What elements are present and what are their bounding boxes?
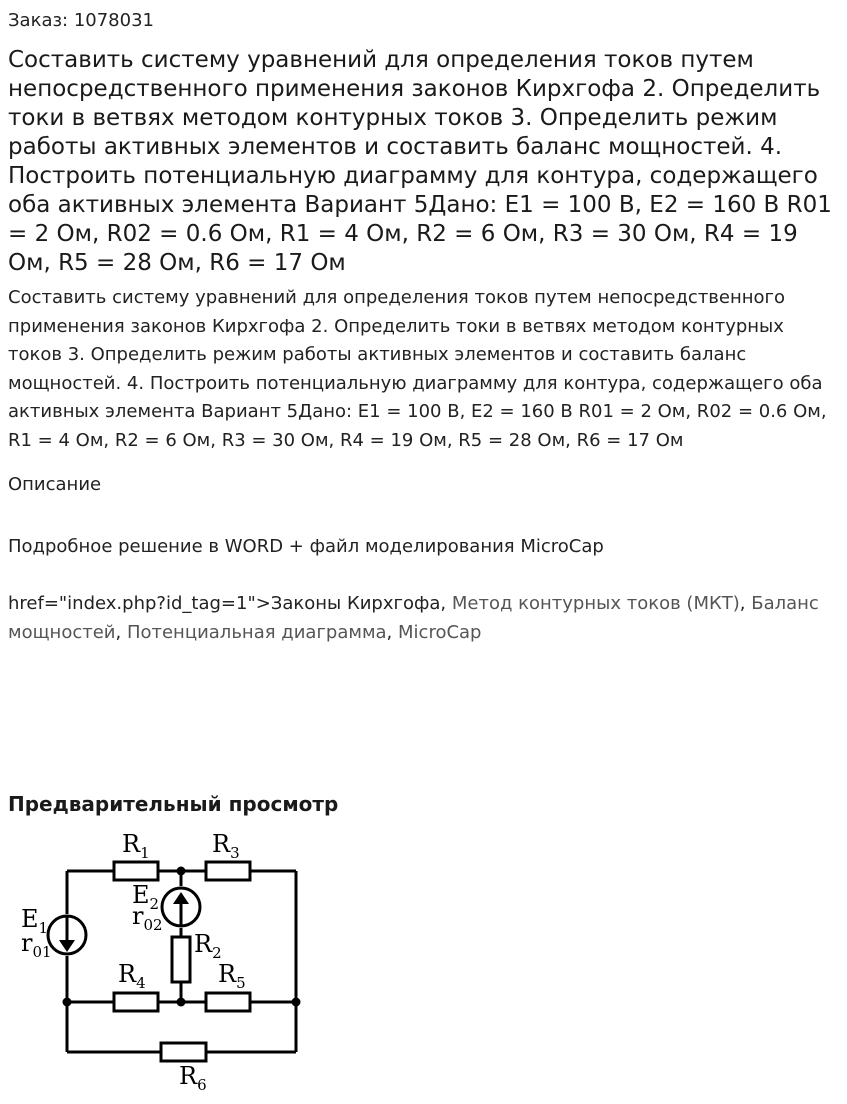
preview-heading: Предварительный просмотр [8, 792, 339, 816]
voltage-source-e2 [162, 888, 200, 926]
label-r1: $R_1$ [122, 830, 150, 862]
junction-node [292, 998, 301, 1007]
resistor-r5 [206, 993, 250, 1011]
order-number: Заказ: 1078031 [8, 10, 154, 31]
resistor-r3 [206, 862, 250, 880]
tag-link-mkt[interactable]: Метод контурных токов (МКТ) [451, 593, 740, 614]
label-r5: $R_5$ [218, 960, 246, 992]
label-r02: $r_{02}$ [132, 902, 163, 934]
tag-link-power-balance[interactable]: Баланс мощностей [8, 593, 819, 643]
task-summary: Составить систему уравнений для определения токов путем непосредственного применения законов Кирхгофа 2. Определить токи в ветвях методом контурных токов 3. Определить режим работы активных элементов и составить баланс мощностей. 4. Построить потенциальную диаграмму для контура, содержащего оба активных элемента Вариант 5Дано: E1 = 100 В, E2 = 160 В R01 = 2 Ом, R02 = 0.6 Ом, R1 = 4 Ом, R2 = 6 Ом, R3 = 30 Ом, R4 = 19 Ом, R5 = 28 Ом, R6 = 17 Ом [8, 287, 827, 451]
label-r6: $R_6$ [179, 1062, 207, 1094]
tag-separator: , [440, 593, 447, 614]
tag-prefix: href="index.php?id_tag=1">Законы Кирхгофа [8, 593, 441, 614]
resistor-r4 [114, 993, 158, 1011]
page-content [8, 8, 839, 647]
circuit-schematic [14, 826, 314, 1096]
tag-separator: , [739, 593, 746, 614]
description-label: Описание [8, 474, 102, 495]
label-r01: $r_{01}$ [21, 929, 52, 961]
tag-separator: , [386, 622, 393, 643]
label-r4: $R_4$ [118, 960, 146, 992]
voltage-source-e1 [48, 916, 86, 954]
label-r2: $R_2$ [194, 930, 222, 962]
junction-node [177, 867, 186, 876]
label-e2: $E_2$ [132, 881, 160, 913]
task-title: Составить систему уравнений для определения токов путем непосредственного применения законов Кирхгофа 2. Определить токи в ветвях методом контурных токов 3. Определить режим работы активных элементов и составить баланс мощностей. 4. Построить потенциальную диаграмму для контура, содержащего оба активных элемента Вариант 5Дано: E1 = 100 В, E2 = 160 В R01 = 2 Ом, R02 = 0.6 Ом, R1 = 4 Ом, R2 = 6 Ом, R3 = 30 Ом, R4 = 19 Ом, R5 = 28 Ом, R6 = 17 Ом [8, 47, 832, 276]
tag-list [8, 589, 839, 647]
label-e1: $E_1$ [21, 905, 49, 937]
tag-link-potential-diagram[interactable]: Потенциальная диаграмма [126, 622, 387, 643]
tag-link-microcap[interactable]: MicroCap [398, 622, 482, 643]
resistor-r2 [172, 937, 190, 982]
tag-separator: , [115, 622, 122, 643]
resistor-r1 [114, 862, 158, 880]
description-text: Подробное решение в WORD + файл моделирования MicroCap [8, 536, 604, 557]
junction-node [177, 998, 186, 1007]
junction-node [63, 998, 72, 1007]
label-r3: $R_3$ [212, 830, 240, 862]
resistor-r6 [161, 1043, 206, 1061]
